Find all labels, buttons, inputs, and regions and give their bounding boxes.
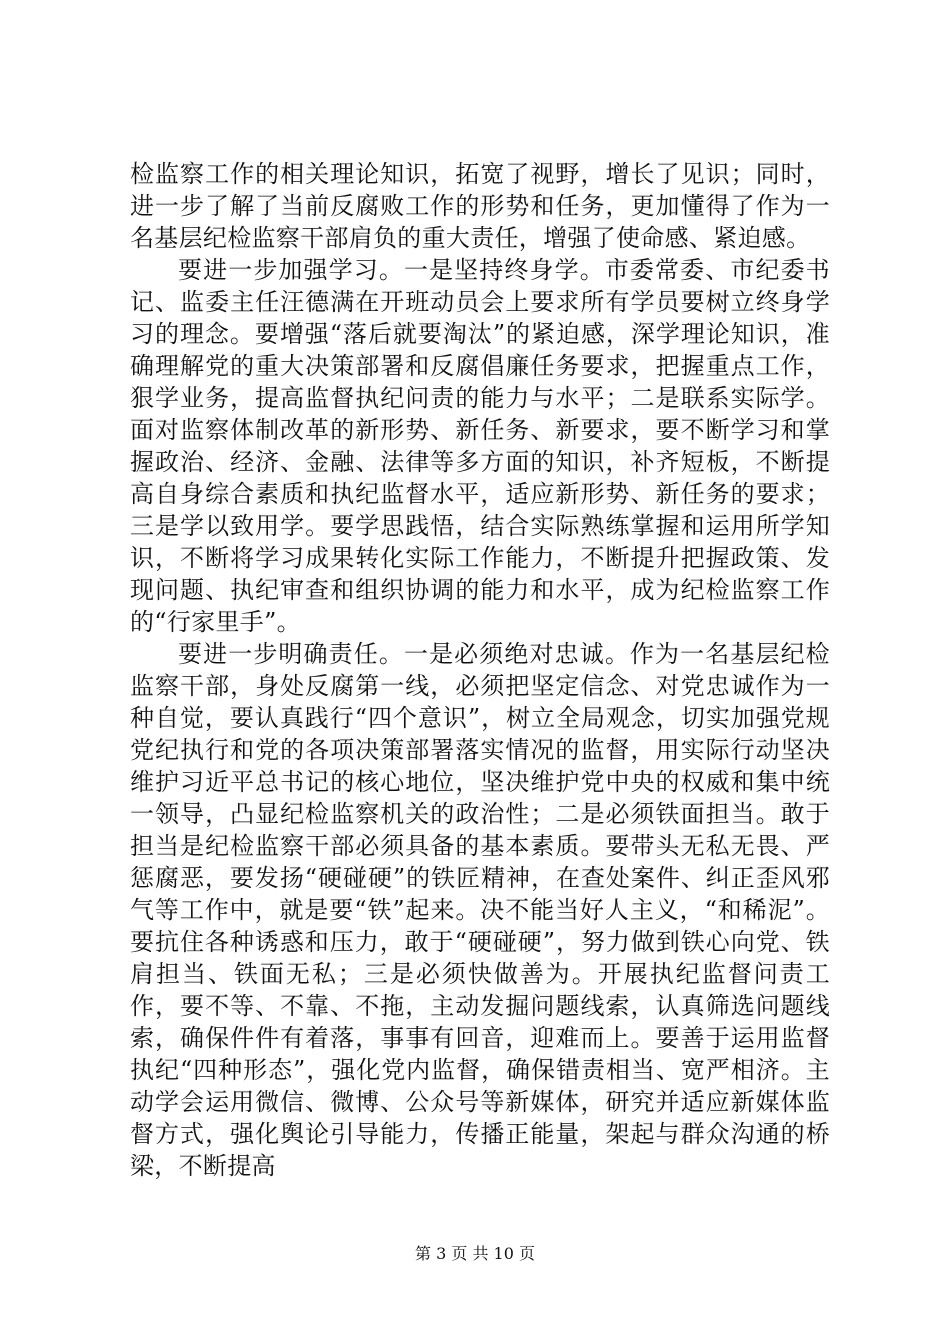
paragraph-2: 要进一步加强学习。一是坚持终身学。市委常委、市纪委书记、监委主任汪德满在开班动员会上要求所有学员要树立终身学习的理念。要增强“落后就要淘汰”的紧迫感，深学理论知识，准确理解党的重大决策部署和反腐倡廉任务要求，把握重点工作，狠学业务，提高监督执纪问责的能力与水平；二是联系实际学。面对监察体制改革的新形势、新任务、新要求，要不断学习和掌握政治、经济、金融、法律等多方面的知识，补齐短板，不断提高自身综合素质和执纪监督水平，适应新形势、新任务的要求；三是学以致用学。要学思践悟，结合实际熟练掌握和运用所学知识，不断将学习成果转化实际工作能力，不断提升把握政策、发现问题、执纪审查和组织协调的能力和水平，成为纪检监察工作的“行家里手”。 <box>130 256 830 636</box>
paragraph-3: 要进一步明确责任。一是必须绝对忠诚。作为一名基层纪检监察干部，身处反腐第一线，必须把坚定信念、对党忠诚作为一种自觉，要认真践行“四个意识”，树立全局观念，切实加强党规党纪执行和党的各项决策部署落实情况的监督，用实际行动坚决维护习近平总书记的核心地位，坚决维护党中央的权威和集中统一领导，凸显纪检监察机关的政治性；二是必须铁面担当。敢于担当是纪检监察干部必须具备的基本素质。要带头无私无畏、严惩腐恶，要发扬“硬碰硬”的铁匠精神，在查处案件、纠正歪风邪气等工作中，就是要“铁”起来。决不能当好人主义，“和稀泥”。要抗住各种诱惑和压力，敢于“硬碰硬”，努力做到铁心向党、铁肩担当、铁面无私；三是必须快做善为。开展执纪监督问责工作，要不等、不靠、不拖，主动发掘问题线索，认真筛选问题线索，确保件件有着落，事事有回音，迎难而上。要善于运用监督执纪“四种形态”，强化党内监督，确保错责相当、宽严相济。主动学会运用微信、微博、公众号等新媒体，研究并适应新媒体监督方式，强化舆论引导能力，传播正能量，架起与群众沟通的桥梁，不断提高 <box>130 640 830 1180</box>
page-number-footer: 第 3 页 共 10 页 <box>415 1244 535 1263</box>
paragraph-1: 检监察工作的相关理论知识，拓宽了视野，增长了见识；同时，进一步了解了当前反腐败工作的形势和任务，更加懂得了作为一名基层纪检监察干部肩负的重大责任，增强了使命感、紧迫感。 <box>130 160 830 252</box>
document-body <box>130 158 830 1182</box>
